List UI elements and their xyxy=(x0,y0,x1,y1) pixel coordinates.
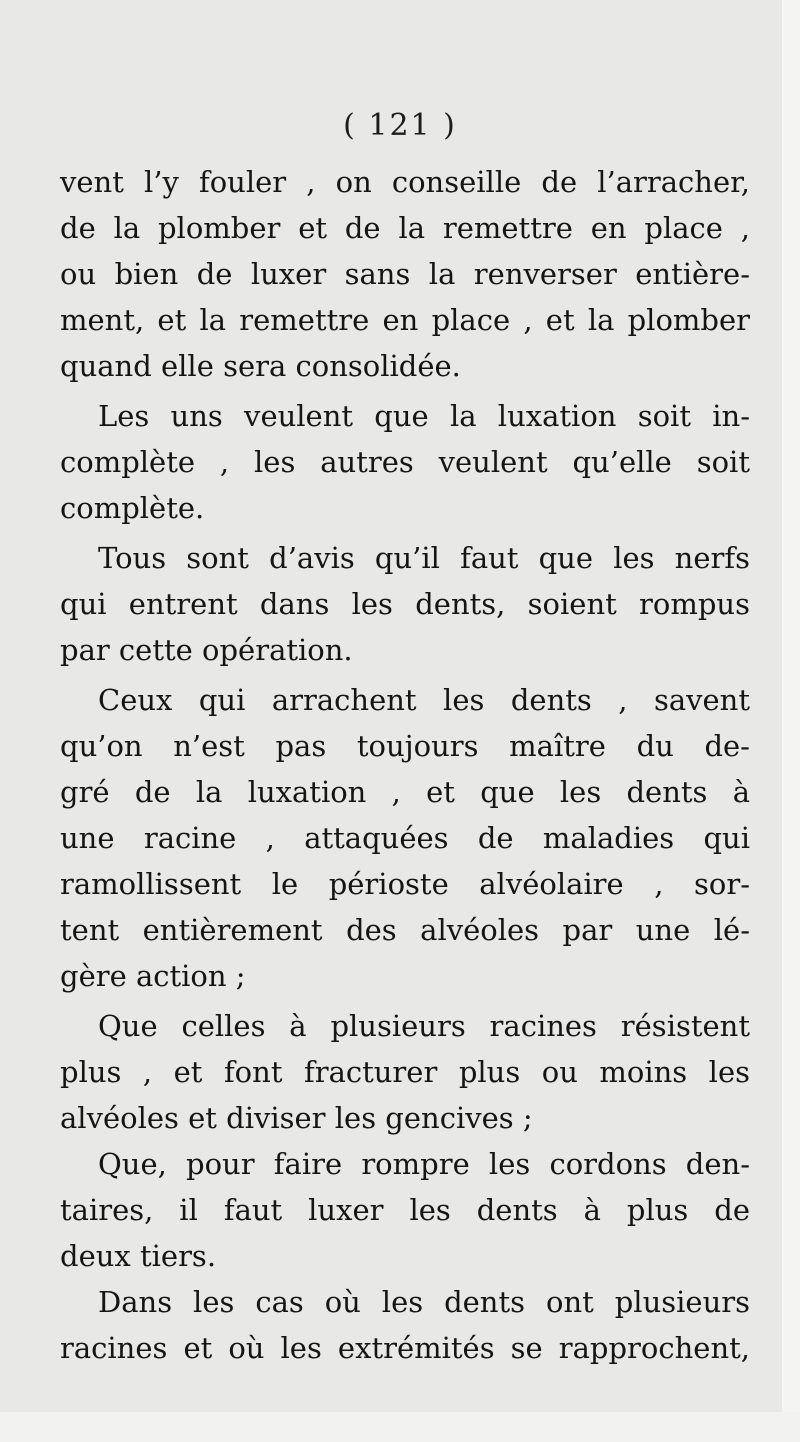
text-line: Que, pour faire rompre les cordons den- xyxy=(98,1147,750,1181)
text-line: gère action ; xyxy=(60,959,246,993)
page-edge xyxy=(782,0,800,1442)
text-line: vent l’y fouler , on conseille de l’arracher, xyxy=(60,165,750,199)
text-line: ment, et la remettre en place , et la plomber xyxy=(60,303,750,337)
text-line: deux tiers. xyxy=(60,1239,217,1273)
text-line: complète. xyxy=(60,491,205,525)
text-line: alvéoles et diviser les gencives ; xyxy=(60,1101,533,1135)
text-line: gré de la luxation , et que les dents à xyxy=(60,775,750,809)
text-line: Tous sont d’avis qu’il faut que les nerfs xyxy=(98,541,750,575)
text-line: racines et où les extrémités se rapprochent, xyxy=(60,1331,750,1365)
body-text xyxy=(60,159,750,1371)
text-line: ou bien de luxer sans la renverser entière- xyxy=(60,257,750,291)
text-line: Ceux qui arrachent les dents , savent xyxy=(98,683,750,717)
text-line: Les uns veulent que la luxation soit in- xyxy=(98,399,750,433)
text-line: taires, il faut luxer les dents à plus de xyxy=(60,1193,750,1227)
page-bottom-edge xyxy=(0,1412,800,1442)
text-line: ramollissent le périoste alvéolaire , sor- xyxy=(60,867,750,901)
text-line: par cette opération. xyxy=(60,633,353,667)
text-line: qu’on n’est pas toujours maître du de- xyxy=(60,729,750,763)
text-line: tent entièrement des alvéoles par une lé- xyxy=(60,913,750,947)
page-number: ( 121 ) xyxy=(343,108,457,143)
text-line: complète , les autres veulent qu’elle soit xyxy=(60,445,750,479)
text-line: plus , et font fracturer plus ou moins les xyxy=(60,1055,750,1089)
text-line: une racine , attaquées de maladies qui xyxy=(60,821,750,855)
text-line: Dans les cas où les dents ont plusieurs xyxy=(98,1285,750,1319)
text-line: de la plomber et de la remettre en place , xyxy=(60,211,750,245)
text-line: quand elle sera consolidée. xyxy=(60,349,461,383)
text-line: qui entrent dans les dents, soient rompus xyxy=(60,587,750,621)
text-line: Que celles à plusieurs racines résistent xyxy=(98,1009,750,1043)
